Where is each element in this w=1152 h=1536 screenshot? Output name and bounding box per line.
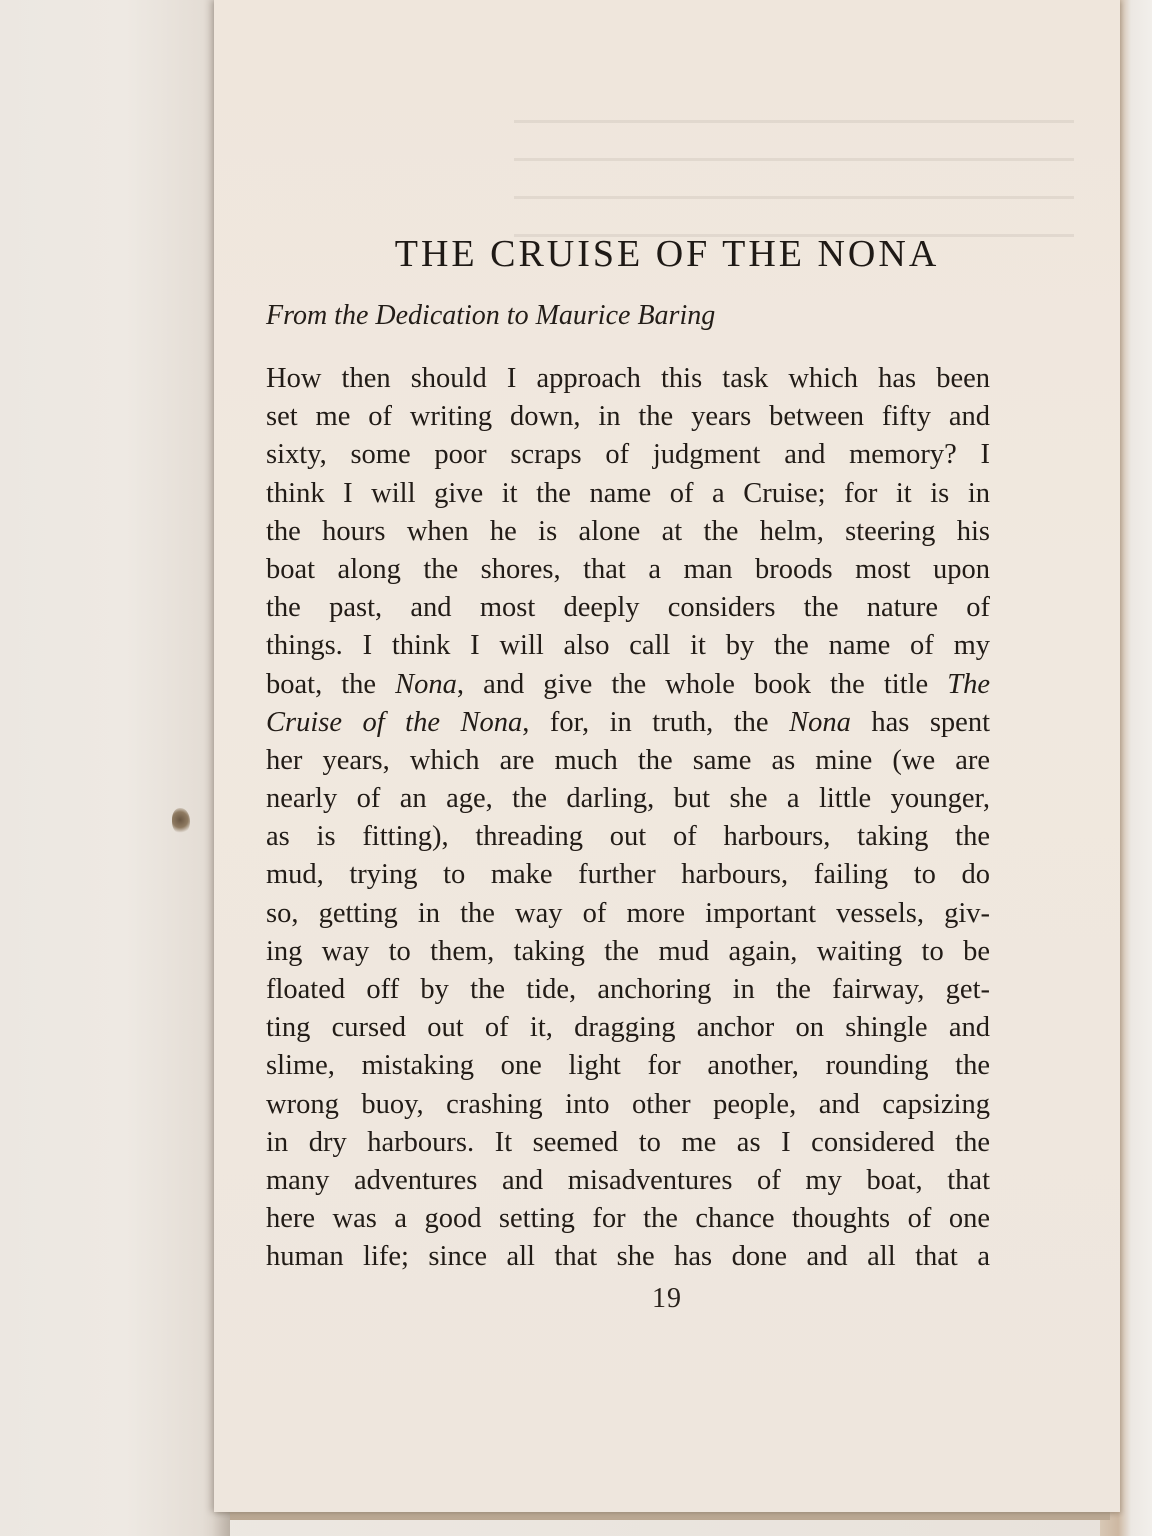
page-title: THE CRUISE OF THE NONA: [394, 233, 940, 275]
text-line: set me of writing down, in the years between fifty and: [266, 401, 990, 433]
text-line: ing way to them, taking the mud again, waiting to be: [266, 935, 990, 967]
text-line: sixty, some poor scraps of judgment and memory? I: [266, 439, 990, 471]
text-line: human life; since all that she has done and all that a: [266, 1241, 990, 1273]
text-line: in dry harbours. It seemed to me as I considered the: [266, 1126, 990, 1158]
text-line: wrong buoy, crashing into other people, and capsizing: [266, 1088, 990, 1120]
text-line: things. I think I will also call it by the name of my: [266, 630, 990, 662]
page-stain: [172, 808, 190, 834]
text-line: boat, the Nona, and give the whole book the title The: [266, 668, 991, 700]
text-line: the past, and most deeply considers the nature of: [266, 592, 990, 624]
text-line: as is fitting), threading out of harbours, taking the: [266, 821, 990, 853]
left-page: [0, 0, 230, 1536]
text-line: mud, trying to make further harbours, failing to do: [266, 859, 990, 891]
show-through-text: [514, 120, 1074, 250]
text-line: How then should I approach this task which has been: [266, 363, 990, 394]
text-line: so, getting in the way of more important vessels, giv-: [266, 897, 990, 929]
text-line: boat along the shores, that a man broods most upon: [266, 553, 990, 585]
body-text: [266, 360, 990, 1277]
text-line: floated off by the tide, anchoring in the fairway, get-: [266, 974, 990, 1005]
text-line: her years, which are much the same as mine (we are: [266, 744, 990, 776]
text-line: think I will give it the name of a Cruise; for it is in: [266, 477, 990, 509]
text-line: the hours when he is alone at the helm, steering his: [266, 515, 990, 547]
text-line: here was a good setting for the chance thoughts of one: [266, 1203, 990, 1235]
text-line: nearly of an age, the darling, but she a little younger,: [266, 783, 990, 815]
section-heading: From the Dedication to Maurice Baring: [266, 300, 716, 331]
text-line: slime, mistaking one light for another, rounding the: [266, 1050, 990, 1082]
text-line: Cruise of the Nona, for, in truth, the Nona has spent: [266, 706, 990, 738]
text-line: ting cursed out of it, dragging anchor on shingle and: [266, 1012, 990, 1044]
text-line: many adventures and misadventures of my boat, that: [266, 1164, 990, 1196]
page-number: 19: [652, 1283, 682, 1314]
